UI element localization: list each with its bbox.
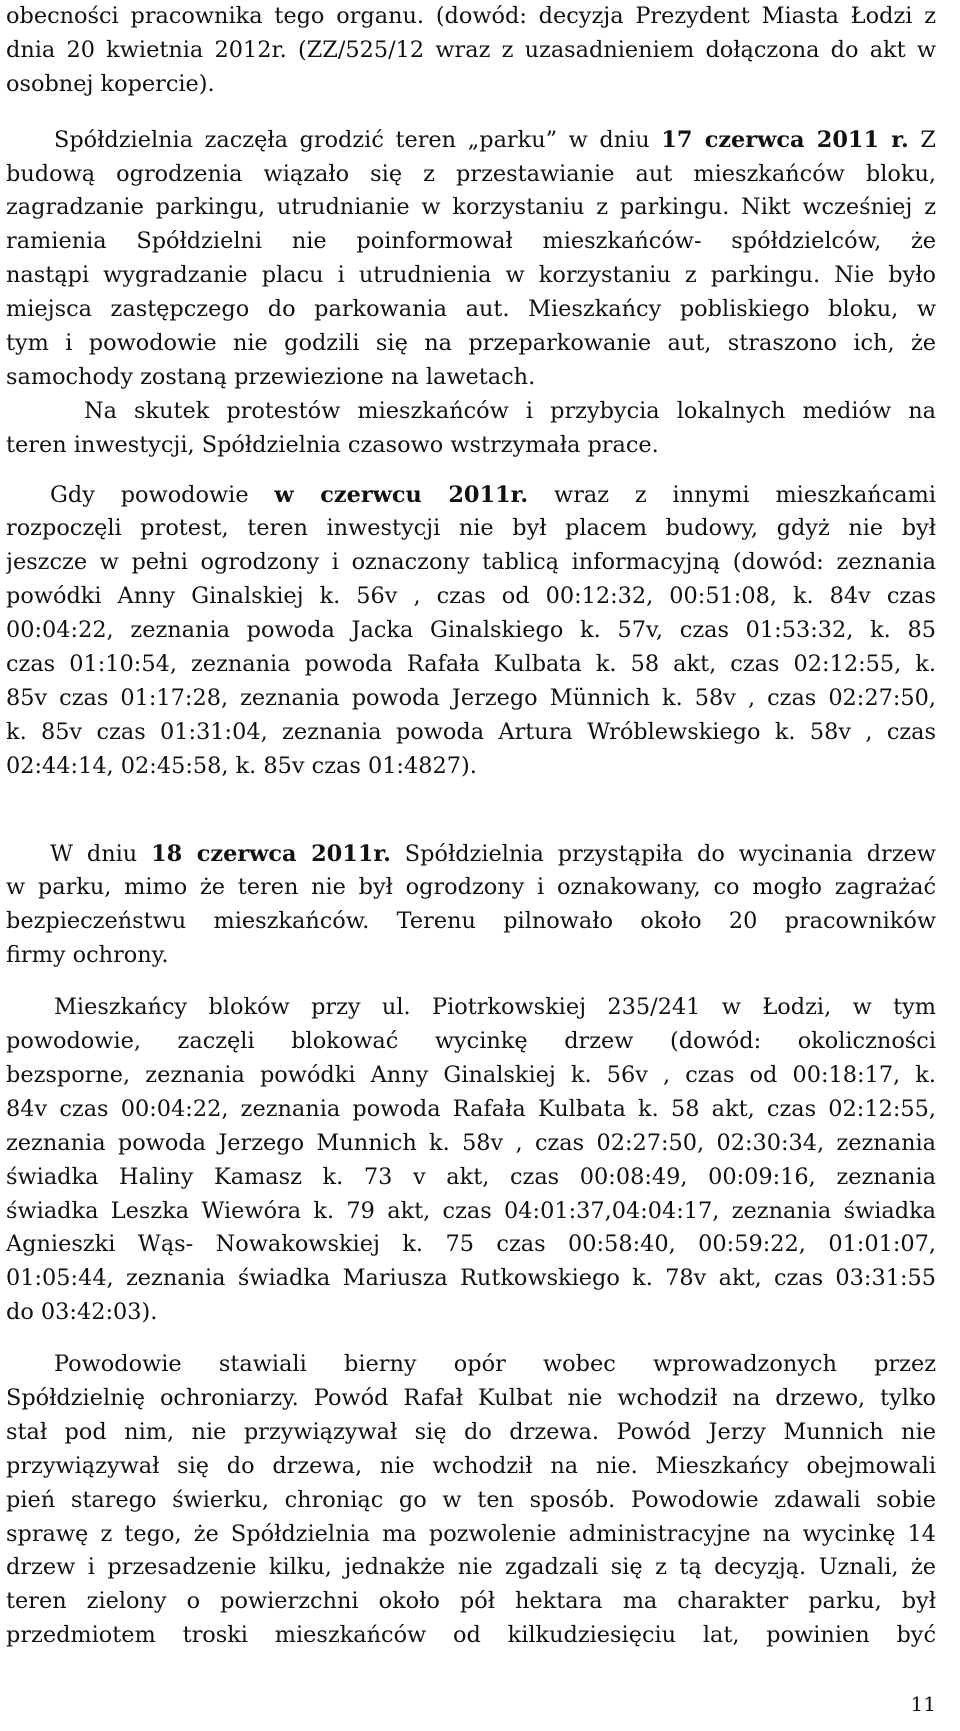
text-line: przedmiotem troski mieszkańców od kilkudziesięciu lat, powinien być <box>6 1622 936 1649</box>
text-line: 84v czas 00:04:22, zeznania powoda Rafała Kulbata k. 58 akt, czas 02:12:55, <box>6 1095 936 1122</box>
text-line: W dniu 18 czerwca 2011r. Spółdzielnia przystąpiła do wycinania drzew <box>50 840 936 867</box>
page-number: 11 <box>910 1692 936 1716</box>
text-line: bezpieczeństwu mieszkańców. Terenu pilnowało około 20 pracowników <box>6 908 936 935</box>
paragraph-1 <box>6 0 936 102</box>
text-line: Powodowie stawiali bierny opór wobec wprowadzonych przez <box>54 1351 936 1378</box>
text-line: teren zielony o powierzchni około pół hektara ma charakter parku, był <box>6 1588 936 1615</box>
text-line: bezsporne, zeznania powódki Anny Ginalskiej k. 56v , czas od 00:18:17, k. <box>6 1061 936 1088</box>
text-line: Gdy powodowie w czerwcu 2011r. wraz z innymi mieszkańcami <box>50 481 936 508</box>
text-line: nastąpi wygradzanie placu i utrudnienia w korzystaniu z parkingu. Nie było <box>6 262 936 289</box>
text-line: stał pod nim, nie przywiązywał się do drzewa. Powód Jerzy Munnich nie <box>6 1418 936 1445</box>
text-line: powodowie, zaczęli blokować wycinkę drzew (dowód: okoliczności <box>6 1028 936 1055</box>
text-line: Agnieszki Wąs- Nowakowskiej k. 75 czas 00:58:40, 00:59:22, 01:01:07, <box>6 1231 936 1258</box>
paragraph-7 <box>6 1348 936 1653</box>
text-line: ramienia Spółdzielni nie poinformował mieszkańców- spółdzielców, że <box>6 228 936 255</box>
text-line: przywiązywał się do drzewa, nie wchodził na nie. Mieszkańcy obejmowali <box>6 1452 936 1479</box>
text-line: dnia 20 kwietnia 2012r. (ZZ/525/12 wraz z uzasadnieniem dołączona do akt w <box>6 36 936 63</box>
text-line: k. 85v czas 01:31:04, zeznania powoda Artura Wróblewskiego k. 58v , czas <box>6 718 936 745</box>
text-line: 02:44:14, 02:45:58, k. 85v czas 01:4827). <box>6 752 477 779</box>
text-line: jeszcze w pełni ogrodzony i oznaczony tablicą informacyjną (dowód: zeznania <box>6 549 936 576</box>
text-line: teren inwestycji, Spółdzielnia czasowo wstrzymała prace. <box>6 431 659 458</box>
paragraph-5 <box>6 838 936 974</box>
text-line: 01:05:44, zeznania świadka Mariusza Rutkowskiego k. 78v akt, czas 03:31:55 <box>6 1265 936 1292</box>
paragraph-4 <box>6 479 936 784</box>
text-line: zeznania powoda Jerzego Munnich k. 58v , czas 02:27:50, 02:30:34, zeznania <box>6 1129 936 1156</box>
text-line: obecności pracownika tego organu. (dowód: decyzja Prezydent Miasta Łodzi z <box>6 3 936 29</box>
text-line: rozpoczęli protest, teren inwestycji nie był placem budowy, gdyż nie był <box>6 515 936 542</box>
text-line: osobnej kopercie). <box>6 70 215 97</box>
text-line: Spółdzielnię ochroniarzy. Powód Rafał Kulbat nie wchodził na drzewo, tylko <box>6 1384 936 1411</box>
text-line: świadka Haliny Kamasz k. 73 v akt, czas 00:08:49, 00:09:16, zeznania <box>6 1163 936 1190</box>
text-line: miejsca zastępczego do parkowania aut. Mieszkańcy pobliskiego bloku, w <box>6 296 936 323</box>
paragraph-2 <box>6 124 936 395</box>
text-line: powódki Anny Ginalskiej k. 56v , czas od 00:12:32, 00:51:08, k. 84v czas <box>6 583 936 610</box>
text-line: Mieszkańcy bloków przy ul. Piotrkowskiej 235/241 w Łodzi, w tym <box>54 994 936 1021</box>
text-line: pień starego świerku, chroniąc go w ten sposób. Powodowie zdawali sobie <box>6 1486 936 1513</box>
text-line: czas 01:10:54, zeznania powoda Rafała Kulbata k. 58 akt, czas 02:12:55, k. <box>6 651 936 678</box>
paragraph-6 <box>6 991 936 1330</box>
text-line: do 03:42:03). <box>6 1299 158 1326</box>
text-line: Na skutek protestów mieszkańców i przybycia lokalnych mediów na <box>84 397 936 424</box>
text-line: samochody zostaną przewiezione na lawetach. <box>6 363 536 390</box>
text-line: sprawę z tego, że Spółdzielnia ma pozwolenie administracyjne na wycinkę 14 <box>6 1520 936 1547</box>
text-line: 00:04:22, zeznania powoda Jacka Ginalskiego k. 57v, czas 01:53:32, k. 85 <box>6 617 936 644</box>
text-line: w parku, mimo że teren nie był ogrodzony i oznakowany, co mogło zagrażać <box>6 874 936 901</box>
date-emphasis: w czerwcu 2011r. <box>274 481 529 508</box>
text-line: 85v czas 01:17:28, zeznania powoda Jerzego Münnich k. 58v , czas 02:27:50, <box>6 684 936 711</box>
text-line: Spółdzielnia zaczęła grodzić teren „parku” w dniu 17 czerwca 2011 r. Z <box>54 126 936 153</box>
date-emphasis: 18 czerwca 2011r. <box>151 840 391 867</box>
text-line: drzew i przesadzenie kilku, jednakże nie zgadzali się z tą decyzją. Uznali, że <box>6 1554 936 1581</box>
text-line: zagradzanie parkingu, utrudnianie w korzystaniu z parkingu. Nikt wcześniej z <box>6 194 936 221</box>
paragraph-3 <box>6 395 936 463</box>
text-line: firmy ochrony. <box>6 942 169 969</box>
date-emphasis: 17 czerwca 2011 r. <box>661 126 909 153</box>
text-line: świadka Leszka Wiewóra k. 79 akt, czas 04:01:37,04:04:17, zeznania świadka <box>6 1197 936 1224</box>
text-line: tym i powodowie nie godzili się na przeparkowanie aut, straszono ich, że <box>6 330 936 357</box>
text-line: budową ogrodzenia wiązało się z przestawianie aut mieszkańców bloku, <box>6 160 936 187</box>
